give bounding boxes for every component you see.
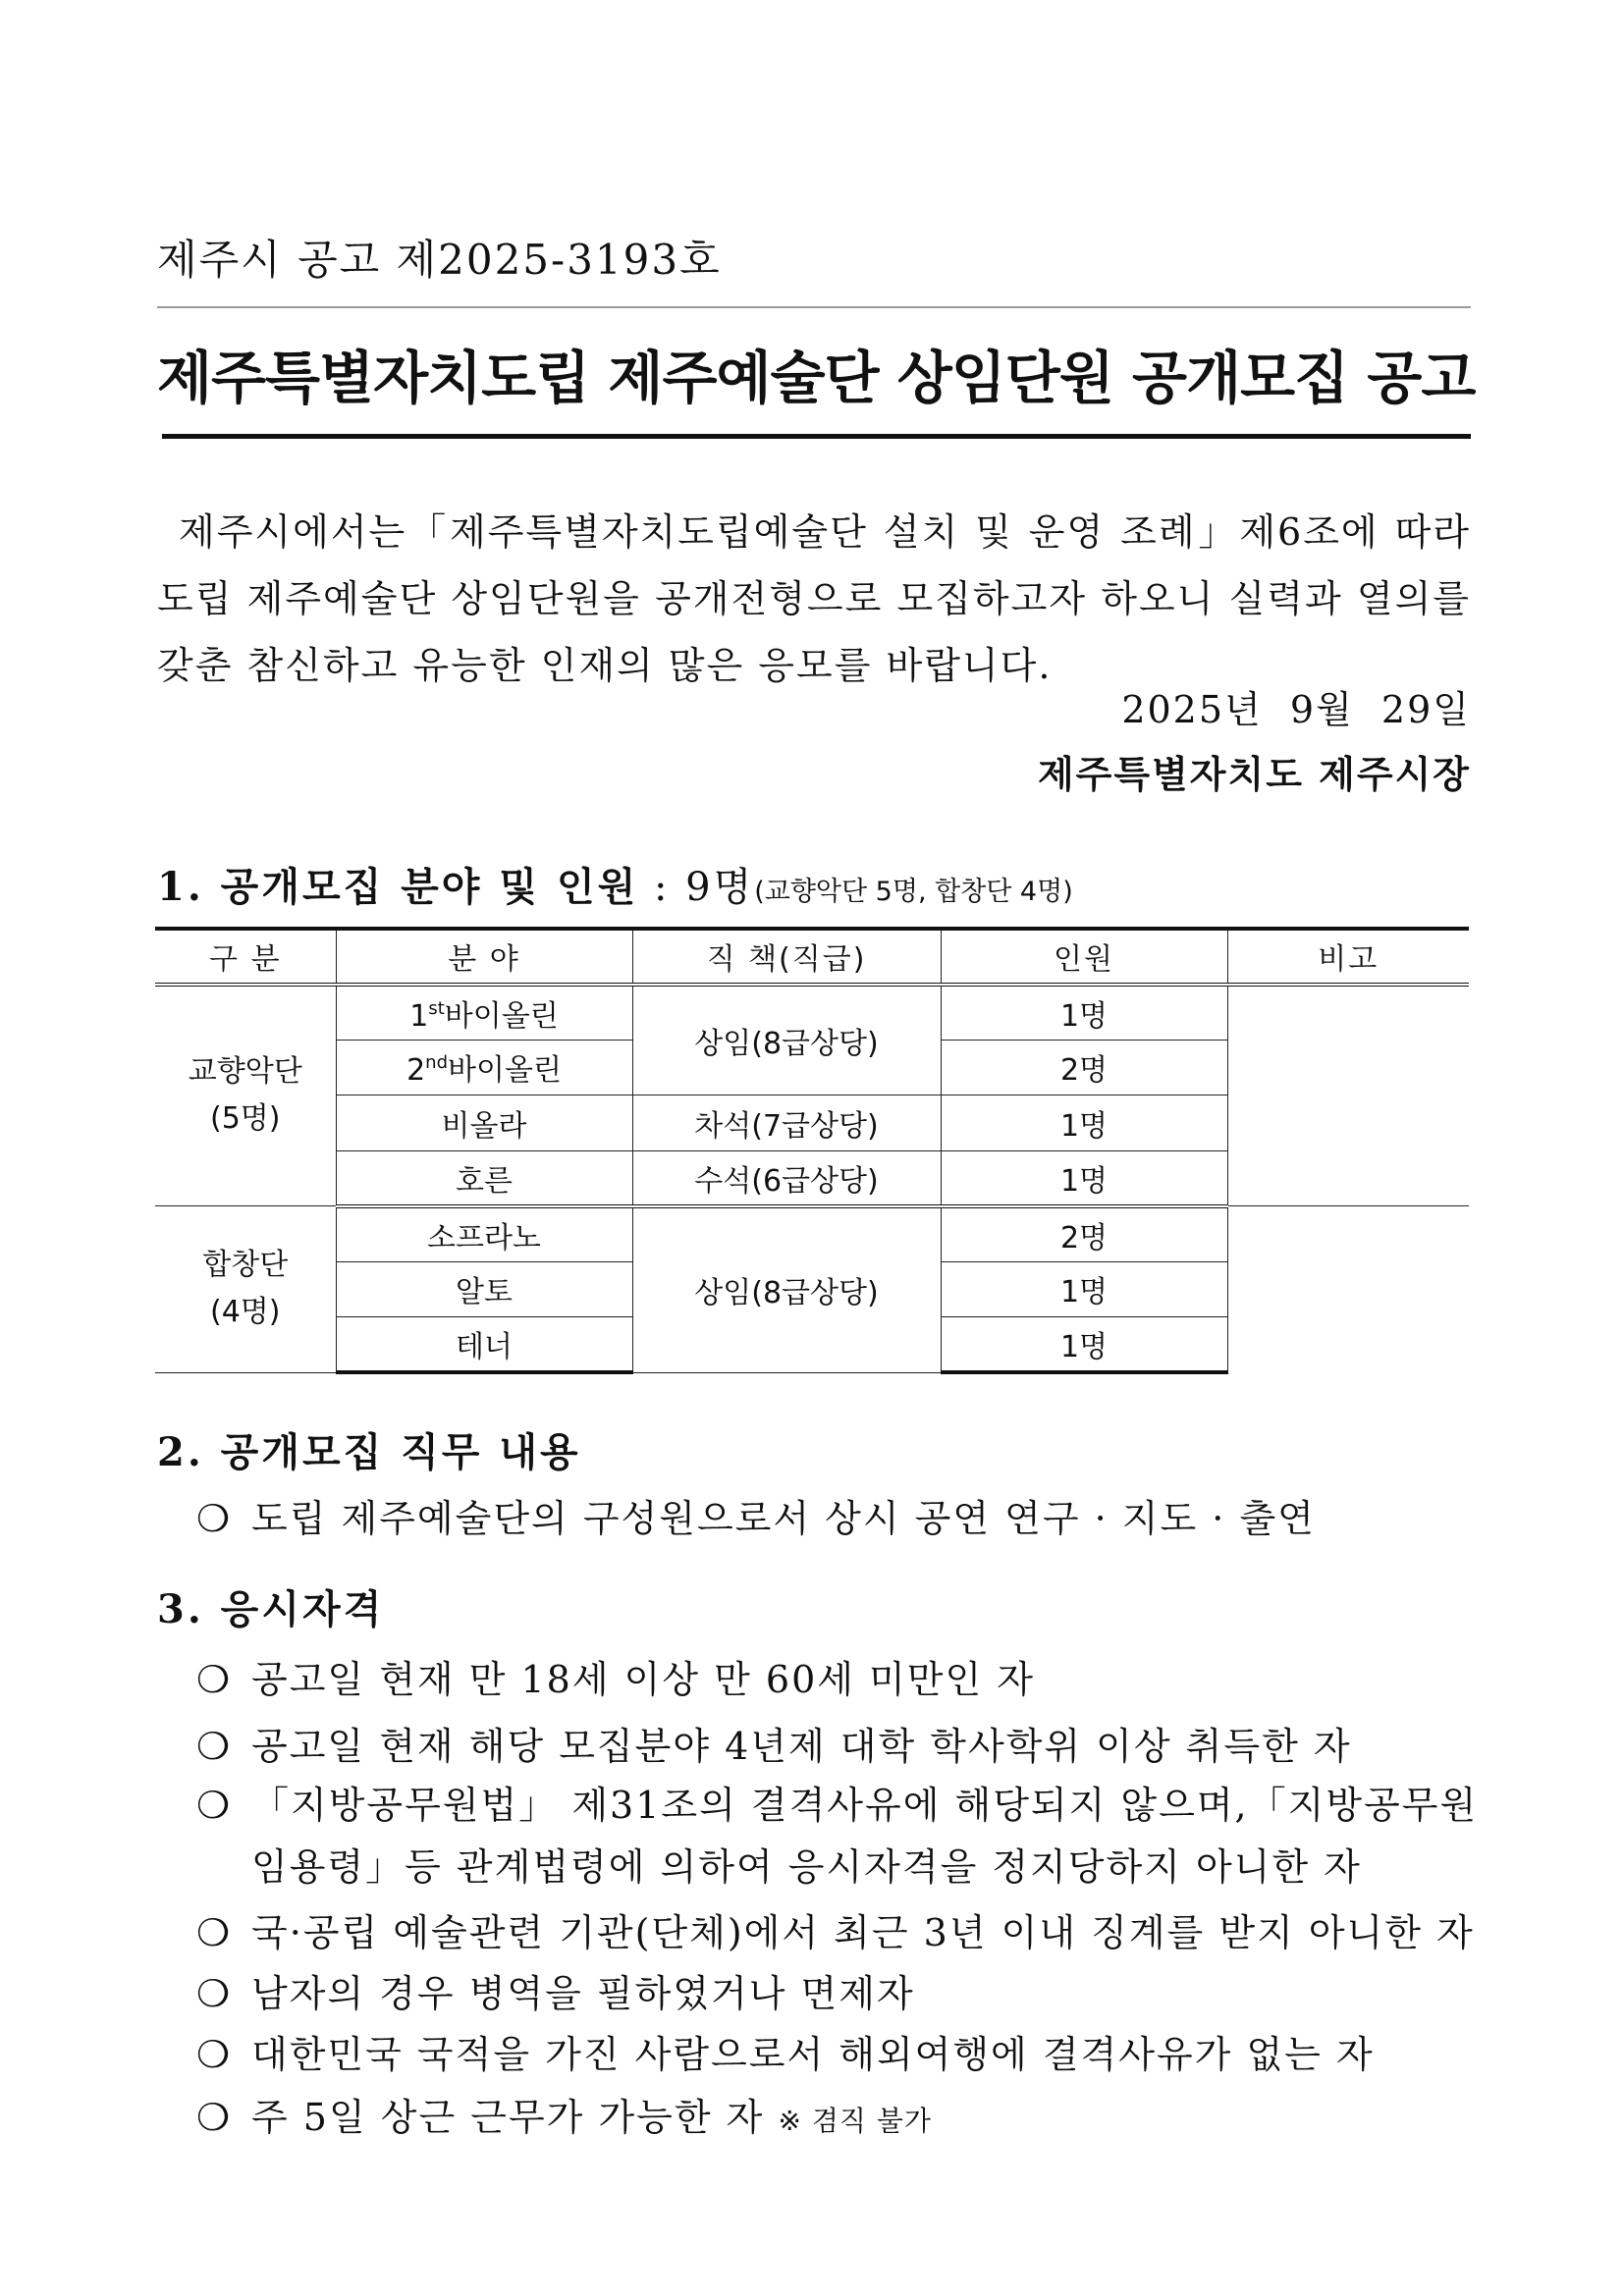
bullet-icon: ❍ xyxy=(196,1658,233,1701)
header-field: 분 야 xyxy=(336,929,632,985)
people-cell: 1명 xyxy=(941,1261,1227,1317)
section-1-heading xyxy=(157,856,1073,912)
position-cell: 상임(8급상당) xyxy=(632,1206,941,1373)
field-number: 1 xyxy=(409,998,429,1034)
section-2-heading: 2. 공개모집 직무 내용 xyxy=(157,1429,581,1475)
concurrent-job-note: ※ 겸직 불가 xyxy=(778,2105,932,2137)
field-name: 바이올린 xyxy=(444,998,559,1034)
group-orchestra xyxy=(155,985,336,1206)
people-cell: 1명 xyxy=(941,985,1227,1041)
section-1-total: 9명 xyxy=(685,865,755,910)
header-category: 구 분 xyxy=(155,929,336,985)
field-ordinal: st xyxy=(428,997,445,1019)
group-count: (4명) xyxy=(210,1295,281,1330)
qualification-item xyxy=(196,2087,932,2141)
recruitment-table xyxy=(155,927,1469,1374)
field-cell: 테너 xyxy=(336,1317,632,1373)
bullet-icon: ❍ xyxy=(196,2033,233,2076)
bullet-icon: ❍ xyxy=(196,2096,233,2139)
field-ordinal: nd xyxy=(425,1052,448,1074)
position-cell: 차석(7급상당) xyxy=(632,1095,941,1151)
qualification-text: 국·공립 예술관련 기관(단체)에서 최근 3년 이내 징계를 받지 아니한 자 xyxy=(251,1911,1475,1954)
duty-text: 도립 제주예술단의 구성원으로서 상시 공연 연구 · 지도 · 출연 xyxy=(251,1497,1316,1540)
qualification-text: 대한민국 국적을 가진 사람으로서 해외여행에 결격사유가 없는 자 xyxy=(251,2033,1375,2076)
page-title: 제주특별자치도립 제주예술단 상임단원 공개모집 공고 xyxy=(157,345,1476,411)
qualification-item xyxy=(196,1775,1478,1891)
field-number: 2 xyxy=(406,1053,426,1089)
qualification-item xyxy=(196,2024,1375,2078)
duty-item xyxy=(196,1488,1316,1542)
qualification-item xyxy=(196,1649,1035,1703)
intro-paragraph xyxy=(157,499,1471,699)
header-divider xyxy=(157,306,1471,308)
section-1-title: 1. 공개모집 분야 및 인원 xyxy=(157,864,639,910)
table-row xyxy=(155,1206,1469,1262)
bullet-icon: ❍ xyxy=(196,1784,233,1827)
note-cell xyxy=(1227,985,1469,1206)
field-cell: 소프라노 xyxy=(336,1206,632,1262)
section-1-detail: (교향악단 5명, 합창단 4명) xyxy=(754,877,1073,907)
title-underline xyxy=(162,434,1471,439)
people-cell: 1명 xyxy=(941,1095,1227,1151)
qualification-text: 남자의 경우 병역을 필하였거나 면제자 xyxy=(251,1972,915,2015)
section-3-heading: 3. 응시자격 xyxy=(157,1586,385,1632)
header-note: 비고 xyxy=(1227,929,1469,985)
notice-date: 2025년 9월 29일 xyxy=(1121,688,1471,731)
qualification-item xyxy=(196,1716,1352,1770)
bullet-icon: ❍ xyxy=(196,1497,233,1540)
qualification-text: 공고일 현재 해당 모집분야 4년제 대학 학사학위 이상 취득한 자 xyxy=(251,1725,1352,1768)
group-name: 합창단 xyxy=(202,1248,289,1283)
bullet-icon: ❍ xyxy=(196,1911,233,1954)
intro-text: 제주시에서는「제주특별자치도립예술단 설치 및 운영 조례」제6조에 따라 도립 제주예술단 상임단원을 공개전형으로 모집하고자 하오니 실력과 열의를 갖춘 참신하고 유능한 인재의 많은 응모를 바랍니다. xyxy=(157,510,1471,687)
qualification-item xyxy=(196,1963,915,2017)
qualification-text: 공고일 현재 만 18세 이상 만 60세 미만인 자 xyxy=(251,1658,1035,1701)
qualification-text: 주 5일 상근 근무가 가능한 자 xyxy=(251,2096,765,2139)
qualification-text: 「지방공무원법」 제31조의 결격사유에 해당되지 않으며,「지방공무원 xyxy=(251,1784,1479,1827)
field-cell: 알토 xyxy=(336,1261,632,1317)
issuer-name: 제주특별자치도 제주시장 xyxy=(1037,752,1471,796)
qualification-text-continued: 임용령」등 관계법령에 의하여 응시자격을 정지당하지 아니한 자 xyxy=(251,1845,1362,1889)
field-name: 바이올린 xyxy=(448,1053,562,1089)
position-cell: 상임(8급상당) xyxy=(632,985,941,1095)
section-1-separator: : xyxy=(638,865,686,910)
field-cell xyxy=(336,1040,632,1095)
people-cell: 1명 xyxy=(941,1150,1227,1206)
qualification-item xyxy=(196,1902,1475,1956)
bullet-icon: ❍ xyxy=(196,1972,233,2015)
bullet-icon: ❍ xyxy=(196,1725,233,1768)
header-people: 인원 xyxy=(941,929,1227,985)
field-cell: 호른 xyxy=(336,1150,632,1206)
group-choir xyxy=(155,1206,336,1373)
people-cell: 2명 xyxy=(941,1206,1227,1262)
people-cell: 2명 xyxy=(941,1040,1227,1095)
header-position: 직 책(직급) xyxy=(632,929,941,985)
group-name: 교향악단 xyxy=(188,1054,302,1090)
people-cell: 1명 xyxy=(941,1317,1227,1373)
notice-number: 제주시 공고 제2025-3193호 xyxy=(157,236,722,284)
group-count: (5명) xyxy=(210,1101,281,1137)
position-cell: 수석(6급상당) xyxy=(632,1150,941,1206)
field-cell: 비올라 xyxy=(336,1095,632,1151)
table-row xyxy=(155,985,1469,1041)
field-cell xyxy=(336,985,632,1041)
